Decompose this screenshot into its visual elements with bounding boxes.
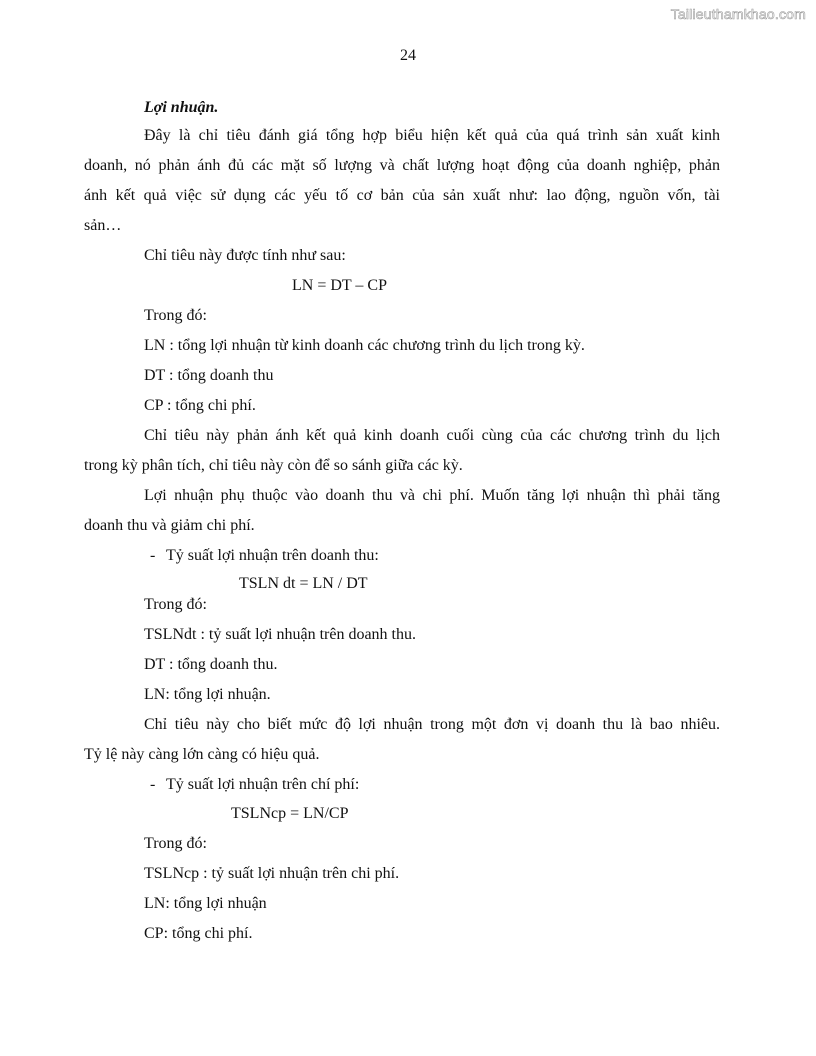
trong-do-label: Trong đó: [144,307,207,324]
page-number: 24 [400,47,416,64]
section-heading: Lợi nhuận. [144,99,219,116]
bullet-text: Tỷ suất lợi nhuận trên doanh thu: [166,547,379,564]
definition-line: DT : tổng doanh thu. [144,656,278,673]
formula: TSLNcp = LN/CP [231,805,349,822]
paragraph-line: Lợi nhuận phụ thuộc vào doanh thu và chi phí. Muốn tăng lợi nhuận thì phải tăng [144,487,720,504]
paragraph-line: Chỉ tiêu này cho biết mức độ lợi nhuận trong một đơn vị doanh thu là bao nhiêu. [144,716,720,733]
paragraph-line: ánh kết quả việc sử dụng các yếu tố cơ bản của sản xuất như: lao động, nguồn vốn, tài [84,187,720,204]
formula: LN = DT – CP [292,277,387,294]
paragraph-line: sản… [84,217,122,234]
paragraph-line: Tỷ lệ này càng lớn càng có hiệu quả. [84,746,320,763]
watermark-text: Tailieuthamkhao.com [670,6,806,22]
bullet-dash: - [150,776,156,793]
definition-line: LN: tổng lợi nhuận. [144,686,271,703]
bullet-item [150,775,359,795]
bullet-text: Tỷ suất lợi nhuận trên chí phí: [166,776,360,793]
paragraph-line: trong kỳ phân tích, chỉ tiêu này còn để so sánh giữa các kỳ. [84,457,463,474]
definition-line: CP: tổng chi phí. [144,925,253,942]
definition-line: TSLNcp : tỷ suất lợi nhuận trên chi phí. [144,865,400,882]
definition-line: DT : tổng doanh thu [144,367,274,384]
paragraph-line: doanh thu và giảm chi phí. [84,517,255,534]
trong-do-label: Trong đó: [144,835,207,852]
definition-line: LN: tổng lợi nhuận [144,895,267,912]
bullet-item [150,546,379,566]
trong-do-label: Trong đó: [144,596,207,613]
formula: TSLN dt = LN / DT [239,575,368,592]
paragraph-line: Chỉ tiêu này được tính như sau: [144,247,346,264]
paragraph-line: Đây là chỉ tiêu đánh giá tổng hợp biểu hiện kết quả của quá trình sản xuất kinh [144,127,720,144]
paragraph-line: Chỉ tiêu này phản ánh kết quả kinh doanh cuối cùng của các chương trình du lịch [144,427,720,444]
definition-line: TSLNdt : tỷ suất lợi nhuận trên doanh thu. [144,626,416,643]
definition-line: LN : tổng lợi nhuận từ kinh doanh các chương trình du lịch trong kỳ. [144,337,585,354]
definition-line: CP : tổng chi phí. [144,397,256,414]
bullet-dash: - [150,547,156,564]
paragraph-line: doanh, nó phản ánh đủ các mặt số lượng và chất lượng hoạt động của doanh nghiệp, phản [84,157,720,174]
